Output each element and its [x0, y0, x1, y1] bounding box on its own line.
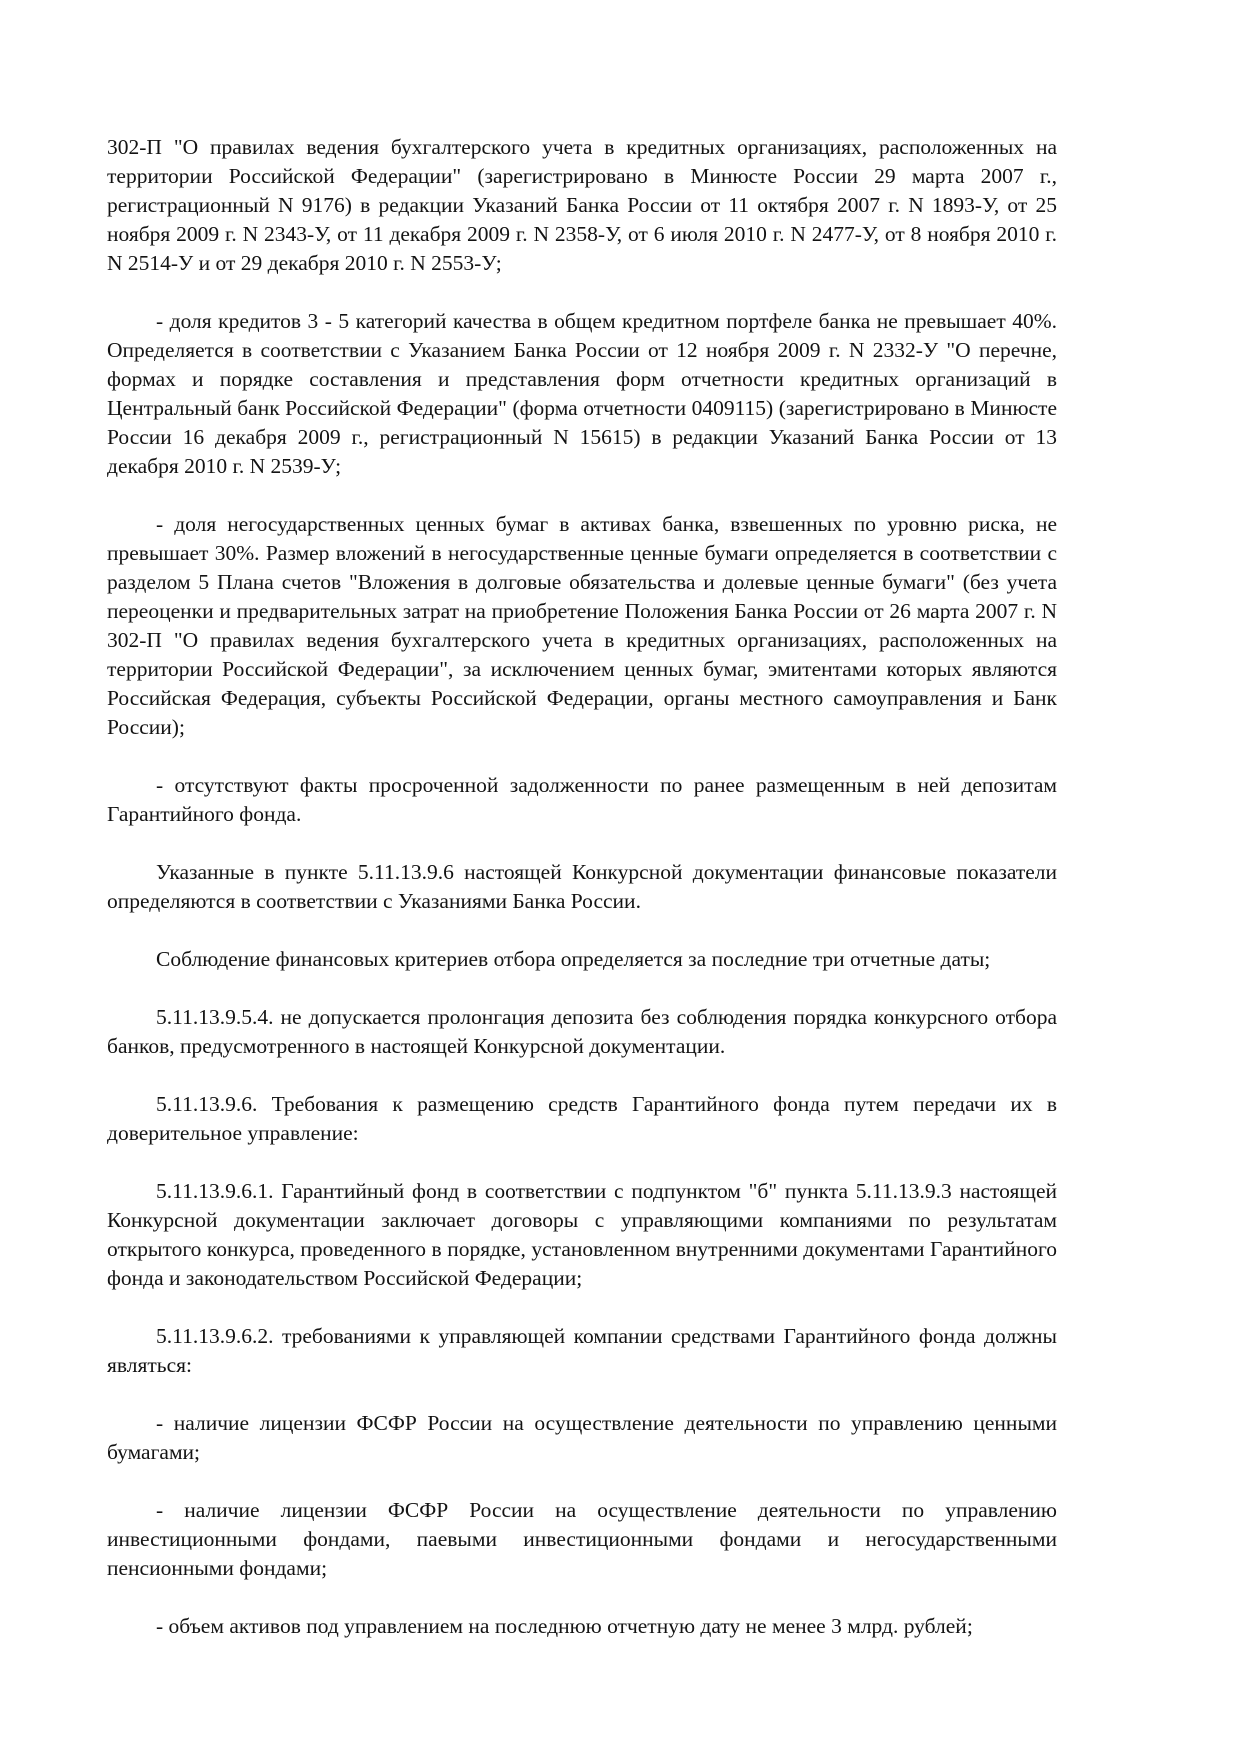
paragraph: 5.11.13.9.6. Требования к размещению средств Гарантийного фонда путем передачи их в доверительное управление:: [107, 1092, 1057, 1145]
paragraph: 5.11.13.9.5.4. не допускается пролонгация депозита без соблюдения порядка конкурсного отбора банков, предусмотренного в настоящей Конкурсной документации.: [107, 1005, 1057, 1058]
paragraph: - доля негосударственных ценных бумаг в активах банка, взвешенных по уровню риска, не превышает 30%. Размер вложений в негосударственные ценные бумаги определяется в соответствии с разделом 5 Плана счетов "Вложения в долговые обязательства и долевые ценные бумаги" (без учета переоценки и предварительных затрат на приобретение Положения Банка России от 26 марта 2007 г. N 302-П "О правилах ведения бухгалтерского учета в кредитных организациях, расположенных на территории Российской Федерации", за исключением ценных бумаг, эмитентами которых являются Российская Федерация, субъекты Российской Федерации, органы местного самоуправления и Банк России);: [107, 512, 1057, 739]
paragraph: 5.11.13.9.6.2. требованиями к управляющей компании средствами Гарантийного фонда должны являться:: [107, 1324, 1057, 1377]
paragraph: Соблюдение финансовых критериев отбора определяется за последние три отчетные даты;: [156, 947, 991, 971]
paragraph: Указанные в пункте 5.11.13.9.6 настоящей Конкурсной документации финансовые показатели определяются в соответствии с Указаниями Банка России.: [107, 860, 1057, 913]
paragraph: - доля кредитов 3 - 5 категорий качества в общем кредитном портфеле банка не превышает 40%. Определяется в соответствии с Указанием Банка России от 12 ноября 2009 г. N 2332-У "О перечне, формах и порядке составления и представления форм отчетности кредитных организаций в Центральный банк Российской Федерации" (форма отчетности 0409115) (зарегистрировано в Минюсте России 16 декабря 2009 г., регистрационный N 15615) в редакции Указаний Банка России от 13 декабря 2010 г. N 2539-У;: [107, 309, 1057, 478]
paragraph: 302-П "О правилах ведения бухгалтерского учета в кредитных организациях, расположенных на территории Российской Федерации" (зарегистрировано в Минюсте России 29 марта 2007 г., регистрационный N 9176) в редакции Указаний Банка России от 11 октября 2007 г. N 1893-У, от 25 ноября 2009 г. N 2343-У, от 11 декабря 2009 г. N 2358-У, от 6 июля 2010 г. N 2477-У, от 8 ноября 2010 г. N 2514-У и от 29 декабря 2010 г. N 2553-У;: [107, 135, 1057, 275]
paragraph: - объем активов под управлением на последнюю отчетную дату не менее 3 млрд. рублей;: [156, 1614, 973, 1638]
paragraph: - наличие лицензии ФСФР России на осуществление деятельности по управлению инвестиционными фондами, паевыми инвестиционными фондами и негосударственными пенсионными фондами;: [107, 1498, 1057, 1580]
paragraph: - отсутствуют факты просроченной задолженности по ранее размещенным в ней депозитам Гарантийного фонда.: [107, 773, 1057, 826]
paragraph: - наличие лицензии ФСФР России на осуществление деятельности по управлению ценными бумагами;: [107, 1411, 1057, 1464]
paragraph: 5.11.13.9.6.1. Гарантийный фонд в соответствии с подпунктом "б" пункта 5.11.13.9.3 настоящей Конкурсной документации заключает договоры с управляющими компаниями по результатам открытого конкурса, проведенного в порядке, установленном внутренними документами Гарантийного фонда и законодательством Российской Федерации;: [107, 1179, 1057, 1290]
document-body: [107, 133, 1057, 1670]
